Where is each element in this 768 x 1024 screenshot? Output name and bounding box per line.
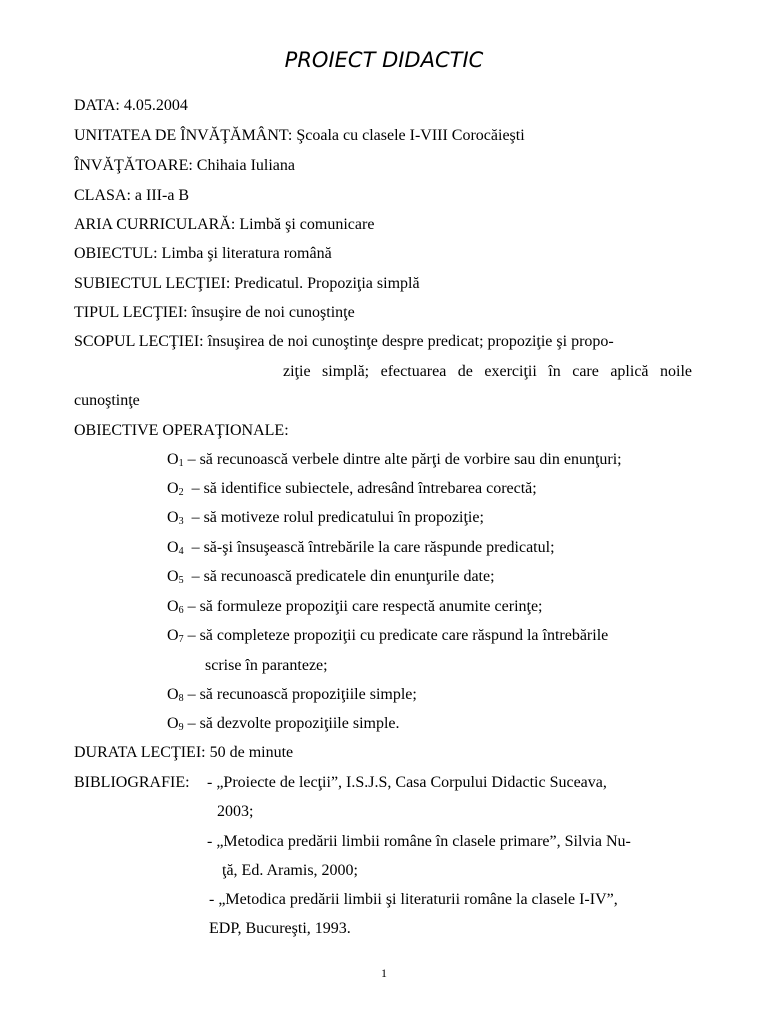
objective-item xyxy=(167,597,543,621)
bibliography-ref2-line1: - „Metodica predării limbii române în clasele primare”, Silvia Nu- xyxy=(207,833,631,850)
objective-item xyxy=(167,685,417,709)
objective-letter: O xyxy=(167,598,179,615)
objective-letter: O xyxy=(167,480,179,497)
objective-letter: O xyxy=(167,686,179,703)
objective-number: 5 xyxy=(178,575,184,586)
objective-letter: O xyxy=(167,627,179,644)
bibliography-ref2-line2: ţă, Ed. Aramis, 2000; xyxy=(222,862,358,879)
field-unitatea: UNITATEA DE ÎNVĂŢĂMÂNT: Şcoala cu clasele I-VIII Corocăieşti xyxy=(74,127,525,144)
bibliography-ref1-line1: - „Proiecte de lecţii”, I.S.J.S, Casa Corpului Didactic Suceava, xyxy=(207,774,607,791)
objective-number: 7 xyxy=(178,634,184,645)
field-tipul: TIPUL LECŢIEI: însuşire de noi cunoştinţe xyxy=(74,304,355,321)
objective-item xyxy=(167,538,555,562)
objective-text: – să recunoască verbele dintre alte părţi de vorbire sau din enunţuri; xyxy=(183,451,622,468)
page-number: 1 xyxy=(381,966,387,980)
field-scopul-line3: cunoştinţe xyxy=(74,392,140,409)
bibliography-ref3-line2: EDP, Bucureşti, 1993. xyxy=(209,920,351,937)
objective-item xyxy=(167,626,608,650)
field-clasa: CLASA: a III-a B xyxy=(74,187,190,204)
objective-number: 2 xyxy=(178,487,184,498)
objective-letter: O xyxy=(167,568,179,585)
field-invatatoare: ÎNVĂŢĂTOARE: Chihaia Iuliana xyxy=(74,157,295,174)
objective-text: – să-şi însuşească întrebările la care răspunde predicatul; xyxy=(183,539,555,556)
field-durata: DURATA LECŢIEI: 50 de minute xyxy=(74,744,294,761)
field-subiectul: SUBIECTUL LECŢIEI: Predicatul. Propoziţia simplă xyxy=(74,275,420,292)
field-scopul-line1: SCOPUL LECŢIEI: însuşirea de noi cunoştinţe despre predicat; propoziţie şi propo- xyxy=(74,333,614,350)
objective-text: – să completeze propoziţii cu predicate care răspund la întrebările xyxy=(183,627,609,644)
objective-item xyxy=(167,508,484,532)
objective-letter: O xyxy=(167,451,179,468)
objective-item xyxy=(167,567,495,591)
objective-letter: O xyxy=(167,715,179,732)
field-aria: ARIA CURRICULARĂ: Limbă şi comunicare xyxy=(74,216,375,233)
objective-item xyxy=(167,450,622,474)
field-data: DATA: 4.05.2004 xyxy=(74,97,188,114)
objective-text: – să dezvolte propoziţiile simple. xyxy=(183,715,400,732)
objective-number: 9 xyxy=(178,722,184,733)
objective-number: 8 xyxy=(178,693,184,704)
objective-letter: O xyxy=(167,539,179,556)
bibliography-ref1-line2: 2003; xyxy=(217,803,254,820)
field-scopul-line2: ziţie simplă; efectuarea de exerciţii în care aplică noile xyxy=(283,363,692,380)
objective-text: – să recunoască propoziţiile simple; xyxy=(183,686,417,703)
objective-item xyxy=(167,479,537,503)
objective-text: – să identifice subiectele, adresând întrebarea corectă; xyxy=(183,480,537,497)
field-obiectul: OBIECTUL: Limba şi literatura română xyxy=(74,245,332,262)
bibliography-ref3-line1: - „Metodica predării limbii şi literaturii române la clasele I-IV”, xyxy=(209,891,618,908)
objective-item xyxy=(167,714,400,738)
document-title: PROIECT DIDACTIC xyxy=(284,48,484,72)
objective-number: 6 xyxy=(178,605,184,616)
objective-text: – să motiveze rolul predicatului în propoziţie; xyxy=(183,509,484,526)
objectives-heading: OBIECTIVE OPERAŢIONALE: xyxy=(74,422,289,439)
objective-number: 3 xyxy=(178,516,184,527)
objective-letter: O xyxy=(167,509,179,526)
objective-text: – să formuleze propoziţii care respectă anumite cerinţe; xyxy=(183,598,543,615)
bibliography-label: BIBLIOGRAFIE: xyxy=(74,774,190,791)
objective-7-continuation: scrise în paranteze; xyxy=(205,657,328,674)
objective-number: 4 xyxy=(178,546,184,557)
objective-text: – să recunoască predicatele din enunţurile date; xyxy=(183,568,495,585)
objective-number: 1 xyxy=(178,458,184,469)
